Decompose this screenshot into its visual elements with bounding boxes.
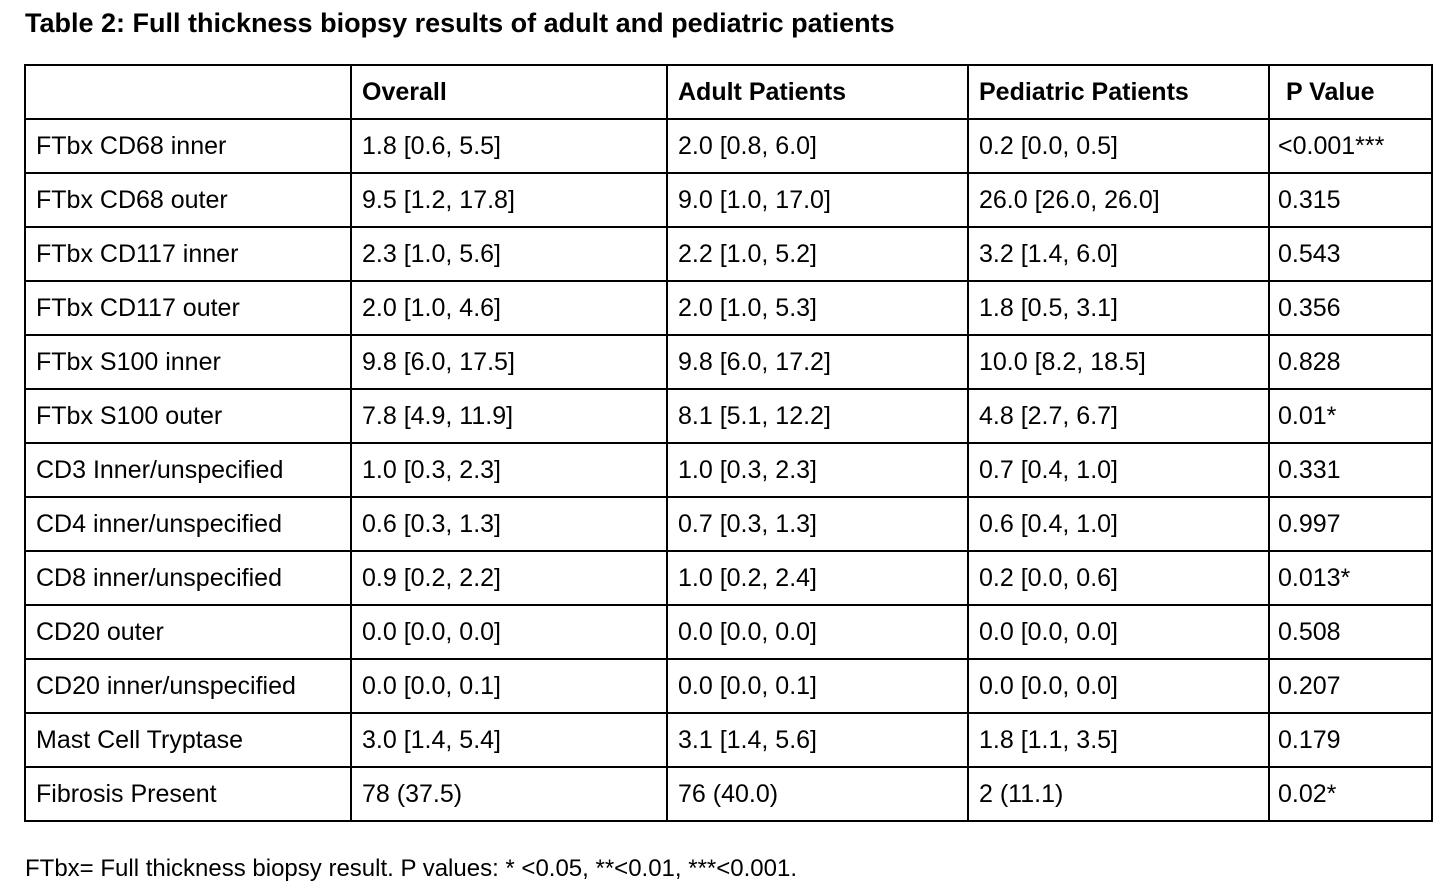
- overall-cell: 1.8 [0.6, 5.5]: [351, 119, 667, 173]
- row-label: FTbx CD117 outer: [25, 281, 351, 335]
- table-row: [25, 335, 1432, 389]
- p-value-cell: 0.356: [1269, 281, 1432, 335]
- table-row: [25, 497, 1432, 551]
- table-row: [25, 443, 1432, 497]
- table-footnote: FTbx= Full thickness biopsy result. P values: * <0.05, **<0.01, ***<0.001.: [25, 855, 797, 882]
- table-row: [25, 551, 1432, 605]
- overall-cell: 1.0 [0.3, 2.3]: [351, 443, 667, 497]
- row-label: FTbx CD68 inner: [25, 119, 351, 173]
- pediatric-cell: 0.6 [0.4, 1.0]: [968, 497, 1269, 551]
- overall-cell: 0.0 [0.0, 0.1]: [351, 659, 667, 713]
- header-row: [25, 65, 1432, 119]
- p-value-cell: 0.997: [1269, 497, 1432, 551]
- pediatric-cell: 3.2 [1.4, 6.0]: [968, 227, 1269, 281]
- p-value-cell: 0.543: [1269, 227, 1432, 281]
- row-label: FTbx S100 inner: [25, 335, 351, 389]
- table-row: [25, 389, 1432, 443]
- table-title: Table 2: Full thickness biopsy results of adult and pediatric patients: [25, 8, 895, 38]
- pediatric-cell: 0.2 [0.0, 0.5]: [968, 119, 1269, 173]
- overall-cell: 2.3 [1.0, 5.6]: [351, 227, 667, 281]
- row-label: CD20 outer: [25, 605, 351, 659]
- adult-cell: 9.8 [6.0, 17.2]: [667, 335, 968, 389]
- pediatric-cell: 0.0 [0.0, 0.0]: [968, 659, 1269, 713]
- header-overall: Overall: [351, 65, 667, 119]
- row-label: FTbx S100 outer: [25, 389, 351, 443]
- p-value-cell: 0.828: [1269, 335, 1432, 389]
- table-row: [25, 767, 1432, 821]
- header-adult: Adult Patients: [667, 65, 968, 119]
- p-value-cell: 0.331: [1269, 443, 1432, 497]
- p-value-cell: 0.315: [1269, 173, 1432, 227]
- pediatric-cell: 26.0 [26.0, 26.0]: [968, 173, 1269, 227]
- table-row: [25, 119, 1432, 173]
- p-value-cell: 0.207: [1269, 659, 1432, 713]
- p-value-cell: <0.001***: [1269, 119, 1432, 173]
- overall-cell: 0.0 [0.0, 0.0]: [351, 605, 667, 659]
- table-row: [25, 281, 1432, 335]
- row-label: Fibrosis Present: [25, 767, 351, 821]
- pediatric-cell: 0.0 [0.0, 0.0]: [968, 605, 1269, 659]
- adult-cell: 2.2 [1.0, 5.2]: [667, 227, 968, 281]
- adult-cell: 0.0 [0.0, 0.1]: [667, 659, 968, 713]
- adult-cell: 2.0 [1.0, 5.3]: [667, 281, 968, 335]
- p-value-cell: 0.02*: [1269, 767, 1432, 821]
- row-label: CD8 inner/unspecified: [25, 551, 351, 605]
- adult-cell: 76 (40.0): [667, 767, 968, 821]
- overall-cell: 78 (37.5): [351, 767, 667, 821]
- pediatric-cell: 10.0 [8.2, 18.5]: [968, 335, 1269, 389]
- overall-cell: 3.0 [1.4, 5.4]: [351, 713, 667, 767]
- overall-cell: 7.8 [4.9, 11.9]: [351, 389, 667, 443]
- p-value-cell: 0.508: [1269, 605, 1432, 659]
- table-row: [25, 713, 1432, 767]
- overall-cell: 9.5 [1.2, 17.8]: [351, 173, 667, 227]
- row-label: FTbx CD68 outer: [25, 173, 351, 227]
- header-pediatric: Pediatric Patients: [968, 65, 1269, 119]
- overall-cell: 9.8 [6.0, 17.5]: [351, 335, 667, 389]
- adult-cell: 1.0 [0.3, 2.3]: [667, 443, 968, 497]
- adult-cell: 0.0 [0.0, 0.0]: [667, 605, 968, 659]
- row-label: CD20 inner/unspecified: [25, 659, 351, 713]
- table-row: [25, 227, 1432, 281]
- row-label: CD3 Inner/unspecified: [25, 443, 351, 497]
- pediatric-cell: 2 (11.1): [968, 767, 1269, 821]
- row-label: CD4 inner/unspecified: [25, 497, 351, 551]
- p-value-cell: 0.013*: [1269, 551, 1432, 605]
- results-table: [24, 64, 1433, 822]
- adult-cell: 9.0 [1.0, 17.0]: [667, 173, 968, 227]
- table-row: [25, 605, 1432, 659]
- pediatric-cell: 0.2 [0.0, 0.6]: [968, 551, 1269, 605]
- row-label: FTbx CD117 inner: [25, 227, 351, 281]
- adult-cell: 2.0 [0.8, 6.0]: [667, 119, 968, 173]
- pediatric-cell: 0.7 [0.4, 1.0]: [968, 443, 1269, 497]
- adult-cell: 3.1 [1.4, 5.6]: [667, 713, 968, 767]
- row-label: Mast Cell Tryptase: [25, 713, 351, 767]
- pediatric-cell: 4.8 [2.7, 6.7]: [968, 389, 1269, 443]
- p-value-cell: 0.179: [1269, 713, 1432, 767]
- table-row: [25, 659, 1432, 713]
- pediatric-cell: 1.8 [0.5, 3.1]: [968, 281, 1269, 335]
- overall-cell: 0.9 [0.2, 2.2]: [351, 551, 667, 605]
- adult-cell: 0.7 [0.3, 1.3]: [667, 497, 968, 551]
- header-p-value: P Value: [1269, 65, 1432, 119]
- overall-cell: 2.0 [1.0, 4.6]: [351, 281, 667, 335]
- pediatric-cell: 1.8 [1.1, 3.5]: [968, 713, 1269, 767]
- adult-cell: 8.1 [5.1, 12.2]: [667, 389, 968, 443]
- p-value-cell: 0.01*: [1269, 389, 1432, 443]
- adult-cell: 1.0 [0.2, 2.4]: [667, 551, 968, 605]
- header-blank: [25, 65, 351, 119]
- table-row: [25, 173, 1432, 227]
- overall-cell: 0.6 [0.3, 1.3]: [351, 497, 667, 551]
